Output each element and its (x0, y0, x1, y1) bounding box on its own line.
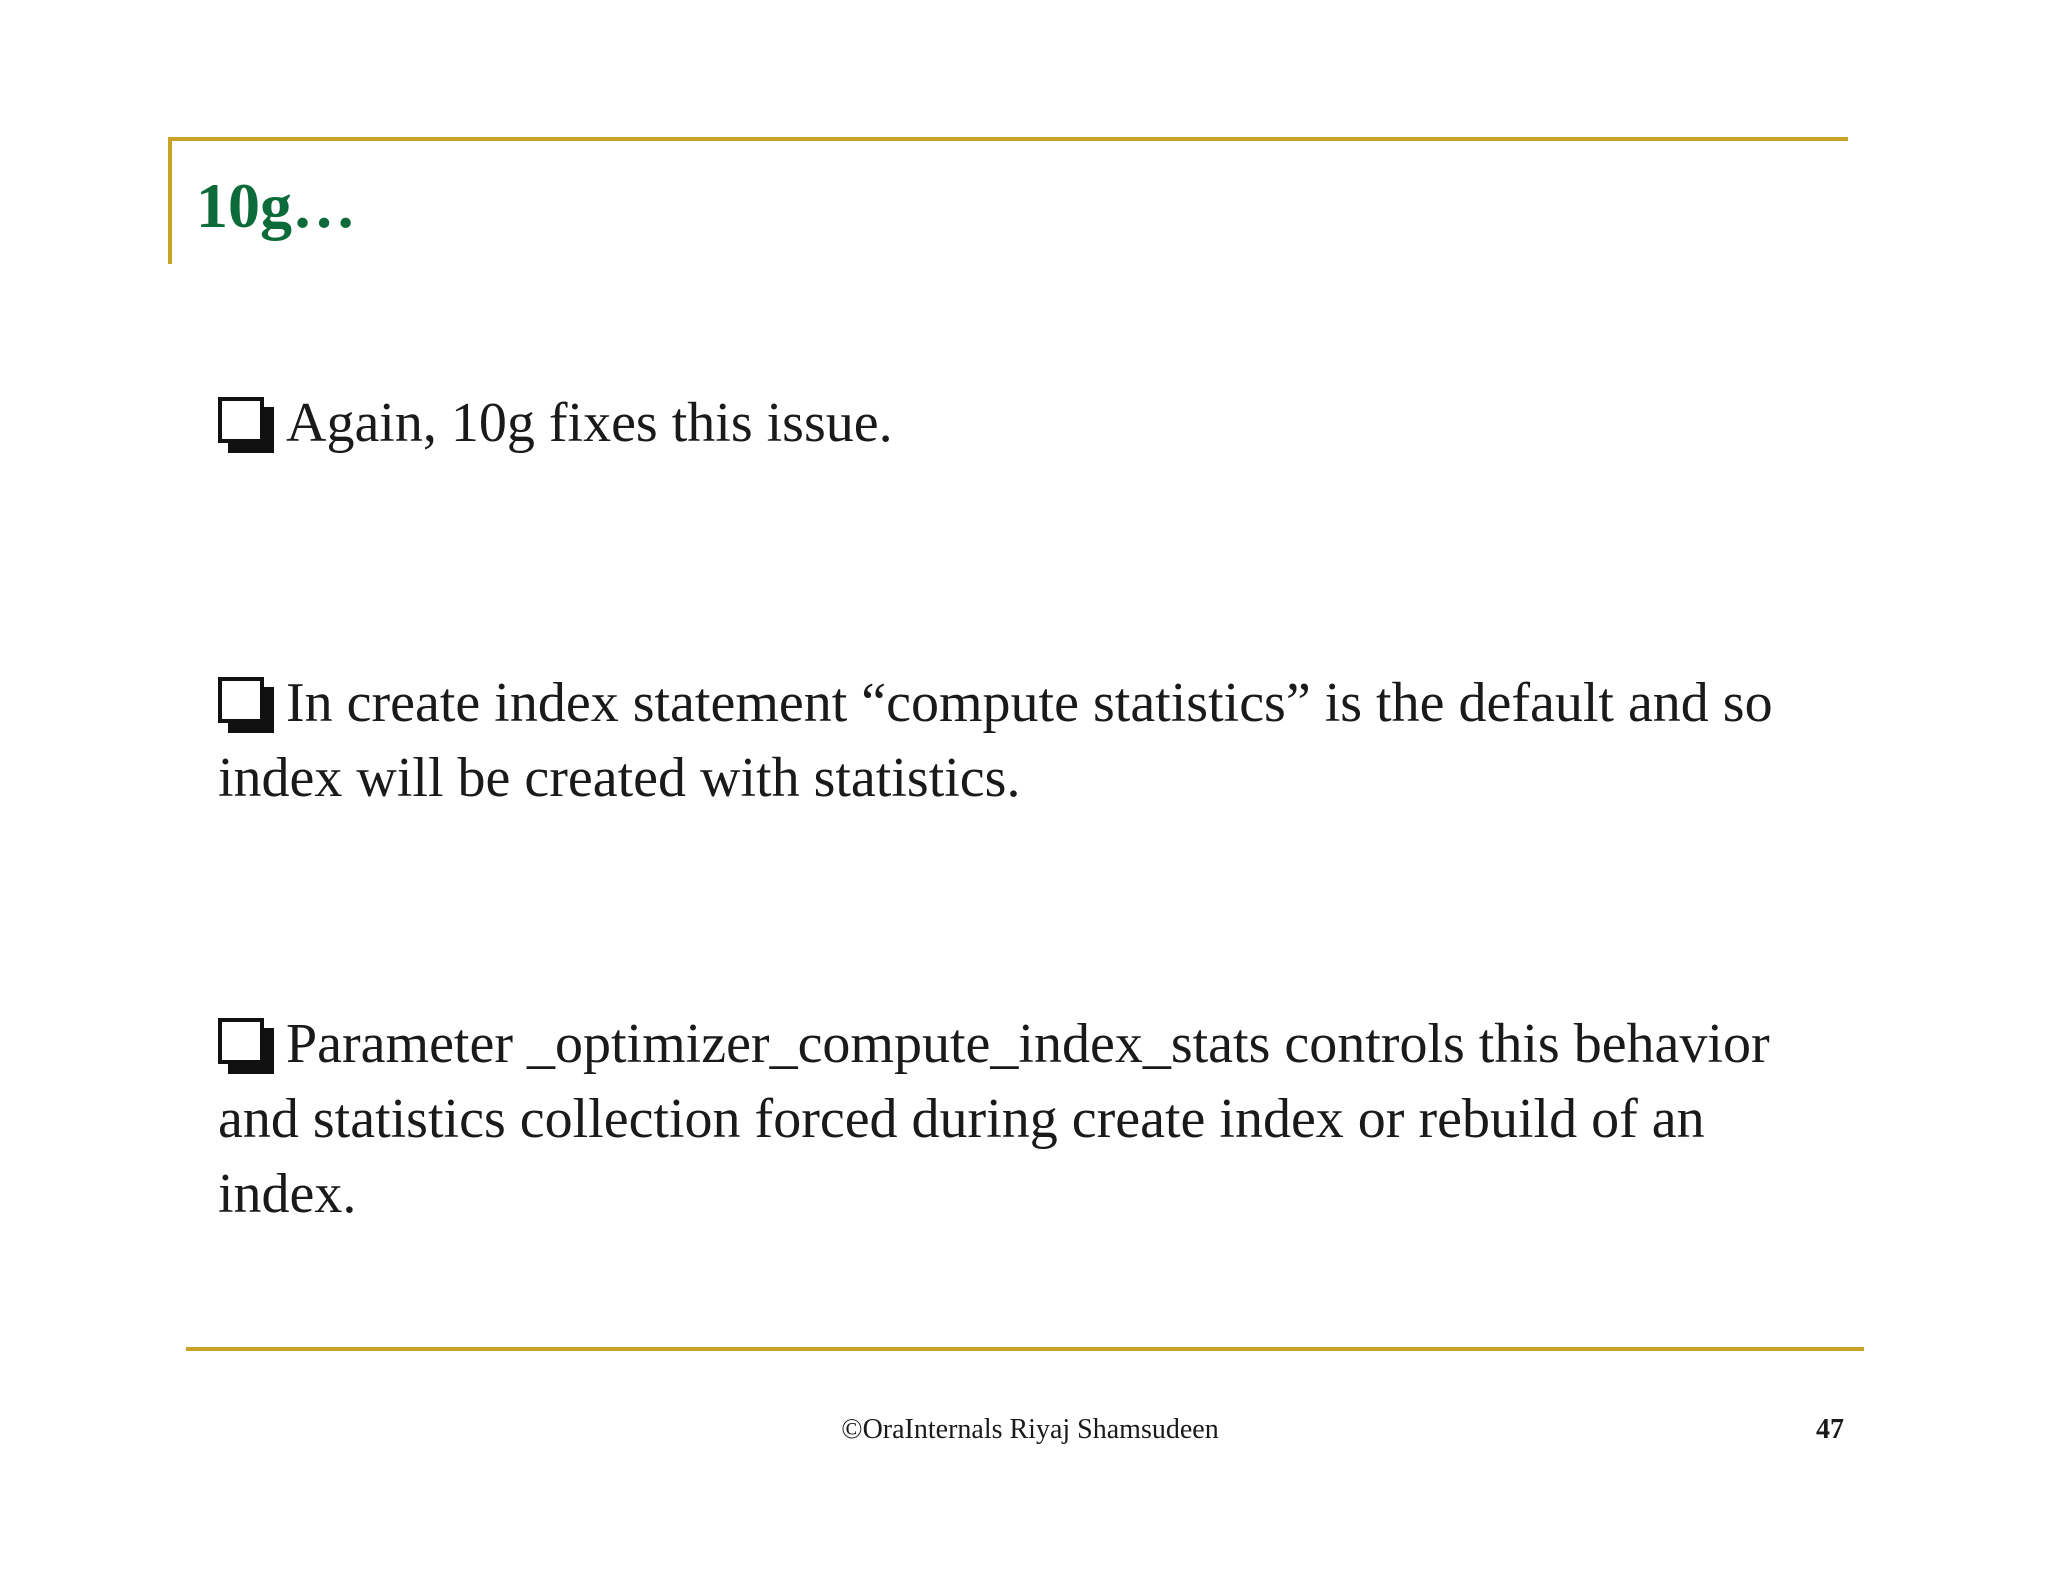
checkbox-square-icon (218, 677, 264, 723)
bullet-text: In create index statement “compute statistics” is the default and so index will be created with statistics. (218, 672, 1773, 809)
slide-title: 10g… (196, 170, 356, 241)
bullet-text: Parameter _optimizer_compute_index_stats controls this behavior and statistics collection forced during create index or rebuild of an index. (218, 1013, 1770, 1225)
checkbox-square-icon (218, 1018, 264, 1064)
bullet-item (218, 1007, 1778, 1232)
title-left-rule (168, 137, 172, 264)
checkbox-square-icon (218, 397, 264, 443)
page-number: 47 (1816, 1414, 1844, 1445)
title-top-rule (168, 137, 1848, 141)
bullet-text: Again, 10g fixes this issue. (286, 392, 893, 454)
footer-rule (186, 1347, 1864, 1351)
bullet-item (218, 666, 1778, 816)
bullet-item (218, 386, 1778, 461)
footer-copyright: ©OraInternals Riyaj Shamsudeen (841, 1414, 1219, 1445)
